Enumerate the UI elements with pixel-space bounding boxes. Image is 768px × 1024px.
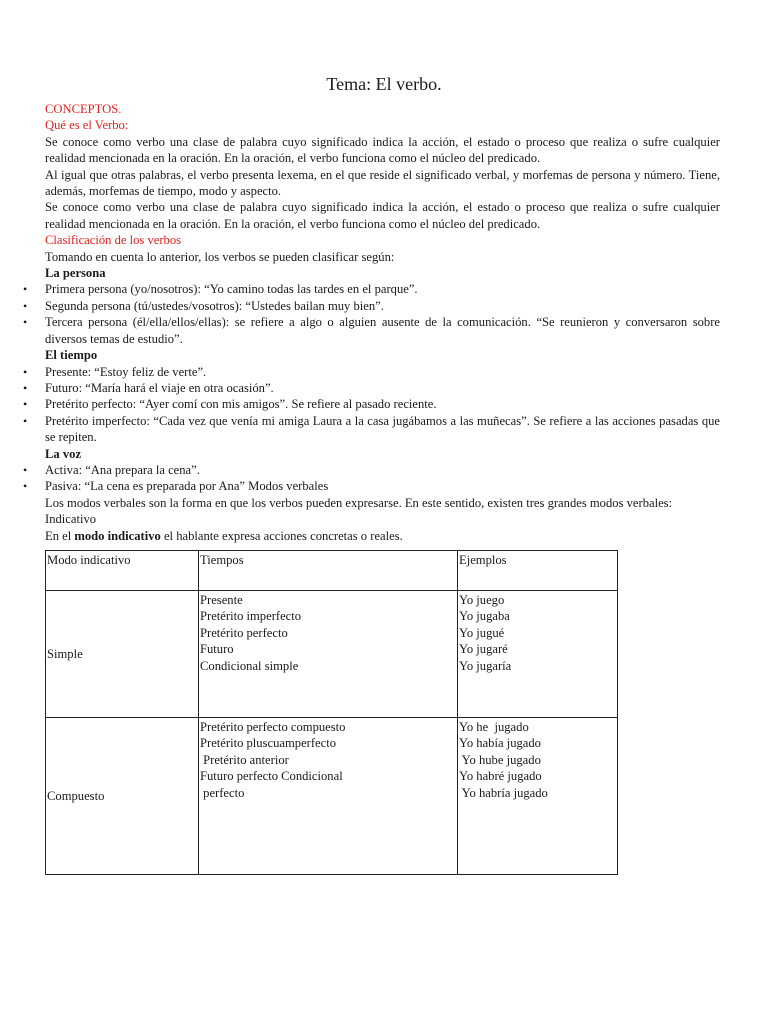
- ejemplo-line: Yo jugaré: [459, 642, 508, 657]
- sentence-end: el hablante expresa acciones concretas o reales.: [160, 528, 403, 543]
- list-item: • Pretérito perfecto: “Ayer comí con mis amigos”. Se refiere al pasado reciente.: [45, 396, 720, 412]
- paragraph-definition: Se conoce como verbo una clase de palabra cuyo significado indica la acción, el estado o proceso que realiza o sufre cualquier realidad mencionada en la oración. En la oración, el verbo funciona como el núcleo del predicado.: [45, 134, 720, 166]
- persona-list: [45, 281, 720, 347]
- document-body: [45, 101, 720, 875]
- paragraph-morphology: Al igual que otras palabras, el verbo presenta lexema, en el que reside el significado verbal, y morfemas de persona y número. Tiene, además, morfemas de tiempo, modo y aspecto.: [45, 167, 720, 199]
- list-item: • Tercera persona (él/ella/ellos/ellas): se refiere a algo o alguien ausente de la comunicación. “Se reunieron y conversaron sobre diversos temas de estudio”.: [45, 314, 720, 347]
- list-item: • Primera persona (yo/nosotros): “Yo camino todas las tardes en el parque”.: [45, 281, 720, 297]
- table-cell-ejemplos: [458, 590, 618, 717]
- ejemplo-line: Yo habría jugado: [459, 785, 548, 800]
- indicativo-sentence: [45, 528, 720, 544]
- ejemplo-line: Yo habré jugado: [459, 769, 542, 784]
- tiempo-line: perfecto: [200, 785, 245, 800]
- ejemplo-line: Yo jugué: [459, 625, 505, 640]
- tiempo-line: Pretérito perfecto compuesto: [200, 719, 346, 734]
- tiempo-line: Futuro: [200, 642, 234, 657]
- clasificacion-heading: Clasificación de los verbos: [45, 233, 182, 248]
- voz-heading: La voz: [45, 446, 82, 461]
- table-cell-ejemplos: [458, 717, 618, 874]
- table-cell-tiempos: [199, 590, 458, 717]
- list-item: • Activa: “Ana prepara la cena”.: [45, 462, 720, 478]
- table-header-row: [46, 550, 618, 590]
- ejemplo-line: Yo he jugado: [459, 719, 529, 734]
- modos-paragraph: Los modos verbales son la forma en que los verbos pueden expresarse. En este sentido, existen tres grandes modos verbales:: [45, 495, 673, 510]
- list-item: • Presente: “Estoy feliz de verte”.: [45, 364, 720, 380]
- tiempo-line: Condicional simple: [200, 658, 299, 673]
- que-es-heading: Qué es el Verbo:: [45, 118, 129, 133]
- table-row: [46, 590, 618, 717]
- ejemplo-line: Yo juego: [459, 592, 505, 607]
- table-cell-tiempos: [199, 717, 458, 874]
- voz-list: [45, 462, 720, 495]
- table-cell-modo: Compuesto: [46, 717, 199, 874]
- tiempo-list: [45, 364, 720, 446]
- tiempo-line: Presente: [200, 592, 243, 607]
- ejemplo-line: Yo había jugado: [459, 736, 541, 751]
- table-header-cell: Ejemplos: [458, 550, 618, 590]
- list-item: • Pretérito imperfecto: “Cada vez que venía mi amiga Laura a la casa jugábamos a las muñecas”. Se refiere a las acciones pasadas que se repiten.: [45, 413, 720, 446]
- ejemplo-line: Yo jugaría: [459, 658, 512, 673]
- persona-heading: La persona: [45, 266, 106, 281]
- conceptos-heading: CONCEPTOS.: [45, 102, 122, 116]
- modo-indicativo-term: modo indicativo: [74, 528, 161, 543]
- indicativo-label: Indicativo: [45, 512, 97, 527]
- tiempo-line: Pretérito perfecto: [200, 625, 288, 640]
- list-item: • Segunda persona (tú/ustedes/vosotros): “Ustedes bailan muy bien”.: [45, 298, 720, 314]
- table-row: [46, 717, 618, 874]
- ejemplo-line: Yo jugaba: [459, 609, 510, 624]
- tiempo-line: Pretérito imperfecto: [200, 609, 302, 624]
- tiempo-line: Futuro perfecto Condicional: [200, 769, 343, 784]
- table-header-cell: Modo indicativo: [46, 550, 199, 590]
- tiempo-line: Pretérito anterior: [200, 752, 289, 767]
- tiempo-heading: El tiempo: [45, 348, 98, 363]
- table-cell-modo: Simple: [46, 590, 199, 717]
- list-item: • Futuro: “María hará el viaje en otra ocasión”.: [45, 380, 720, 396]
- tiempo-line: Pretérito pluscuamperfecto: [200, 736, 337, 751]
- page-title: Tema: El verbo.: [326, 74, 442, 94]
- modo-indicativo-table: [45, 550, 618, 875]
- clasificacion-intro: Tomando en cuenta lo anterior, los verbos se pueden clasificar según:: [45, 249, 395, 264]
- ejemplo-line: Yo hube jugado: [459, 752, 541, 767]
- paragraph-definition-repeat: Se conoce como verbo una clase de palabra cuyo significado indica la acción, el estado o proceso que realiza o sufre cualquier realidad mencionada en la oración. En la oración, el verbo funciona como el núcleo del predicado.: [45, 200, 720, 231]
- table-header-cell: Tiempos: [199, 550, 458, 590]
- list-item: • Pasiva: “La cena es preparada por Ana” Modos verbales: [45, 478, 720, 494]
- sentence-start: En el: [45, 528, 75, 543]
